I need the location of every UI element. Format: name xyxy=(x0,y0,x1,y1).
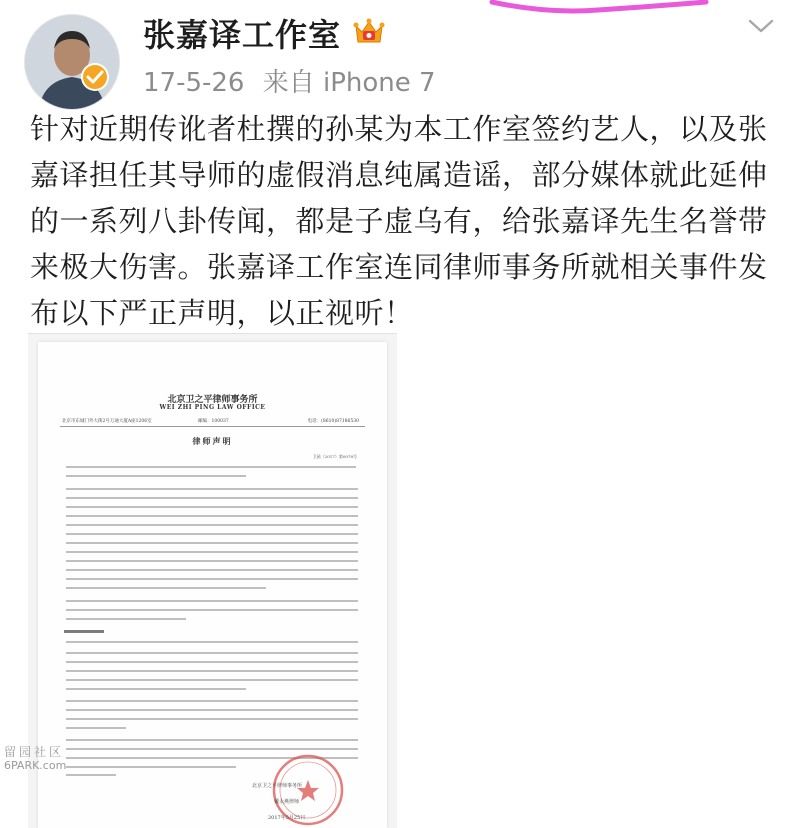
law-firm-address: 北京市东城门外大街2号万通大厦A座1206室 xyxy=(62,419,152,424)
letter-text-line xyxy=(66,497,358,499)
letter-text-line xyxy=(66,524,358,526)
watermark-url: 6PARK.com xyxy=(4,759,67,772)
letter-text-line xyxy=(66,533,358,535)
letter-text-line xyxy=(66,587,266,589)
signature-lawyer: 戴永燕律师 xyxy=(274,799,300,805)
letter-text-line xyxy=(66,488,358,490)
post-meta xyxy=(143,62,446,99)
letter-text-line xyxy=(66,515,358,517)
watermark-site-name: 留园社区 xyxy=(4,745,65,759)
letter-text-line xyxy=(66,475,246,477)
signature-firm: 北京卫之平律师事务所 xyxy=(252,783,303,789)
letter-heading-line xyxy=(64,630,104,633)
pink-decoration xyxy=(488,0,710,18)
letter-text-line xyxy=(66,679,358,681)
letter-text-line xyxy=(66,688,246,690)
header-divider xyxy=(60,426,365,427)
law-firm-phone: 电话：(8610)87186530 xyxy=(307,419,359,424)
document-number: 卫函（2017）第0078号 xyxy=(312,454,357,459)
letter-text-line xyxy=(66,774,116,776)
letter-text-line xyxy=(66,560,358,562)
signature-date: 2017年5月25日 xyxy=(268,815,306,821)
site-watermark xyxy=(4,746,74,772)
post-date: 17-5-26 xyxy=(143,68,245,98)
verified-badge-icon xyxy=(80,62,110,92)
post-source: 来自 iPhone 7 xyxy=(262,68,436,98)
post-text: 针对近期传讹者杜撰的孙某为本工作室签约艺人，以及张嘉译担任其导师的虚假消息纯属造谣，部分媒体就此延伸的一系列八卦传闻，都是子虚乌有，给张嘉译先生名誉带来极大伤害。张嘉译工作室连同律师事务所就相关事件发布以下严正声明，以正视听！ xyxy=(30,112,768,330)
letter-text-line xyxy=(66,652,358,654)
letter-text-line xyxy=(66,618,186,620)
letter-text-line xyxy=(66,709,358,711)
letter-text-line xyxy=(66,569,358,571)
letter-text-line xyxy=(66,609,358,611)
letter-text-line xyxy=(66,766,236,768)
law-firm-name: 北京卫之平律师事务所 xyxy=(167,395,258,405)
member-crown-icon[interactable] xyxy=(352,16,386,48)
letter-text-line xyxy=(66,739,358,741)
letter-text-line xyxy=(66,542,358,544)
letter-text-line xyxy=(66,661,358,663)
letter-text-line xyxy=(66,641,358,643)
letter-text-line xyxy=(66,551,358,553)
letter-text-line xyxy=(66,670,358,672)
letter-text-line xyxy=(66,700,358,702)
letter-text-line xyxy=(66,600,358,602)
letter-text-line xyxy=(66,506,358,508)
letter-text-line xyxy=(66,727,126,729)
letter-text-line xyxy=(66,578,358,580)
letter-text-line xyxy=(66,718,358,720)
author-name[interactable]: 张嘉译工作室 xyxy=(143,16,342,54)
chevron-down-icon[interactable] xyxy=(746,16,776,36)
statement-image[interactable] xyxy=(28,333,397,828)
letter-text-line xyxy=(66,466,356,468)
letter-text-line xyxy=(66,748,358,750)
law-firm-postcode: 邮编：100037 xyxy=(198,419,229,424)
law-office-letter xyxy=(38,342,387,828)
law-firm-name-en: WEI ZHI PING LAW OFFICE xyxy=(159,404,266,411)
letter-title: 律师声明 xyxy=(192,436,233,446)
